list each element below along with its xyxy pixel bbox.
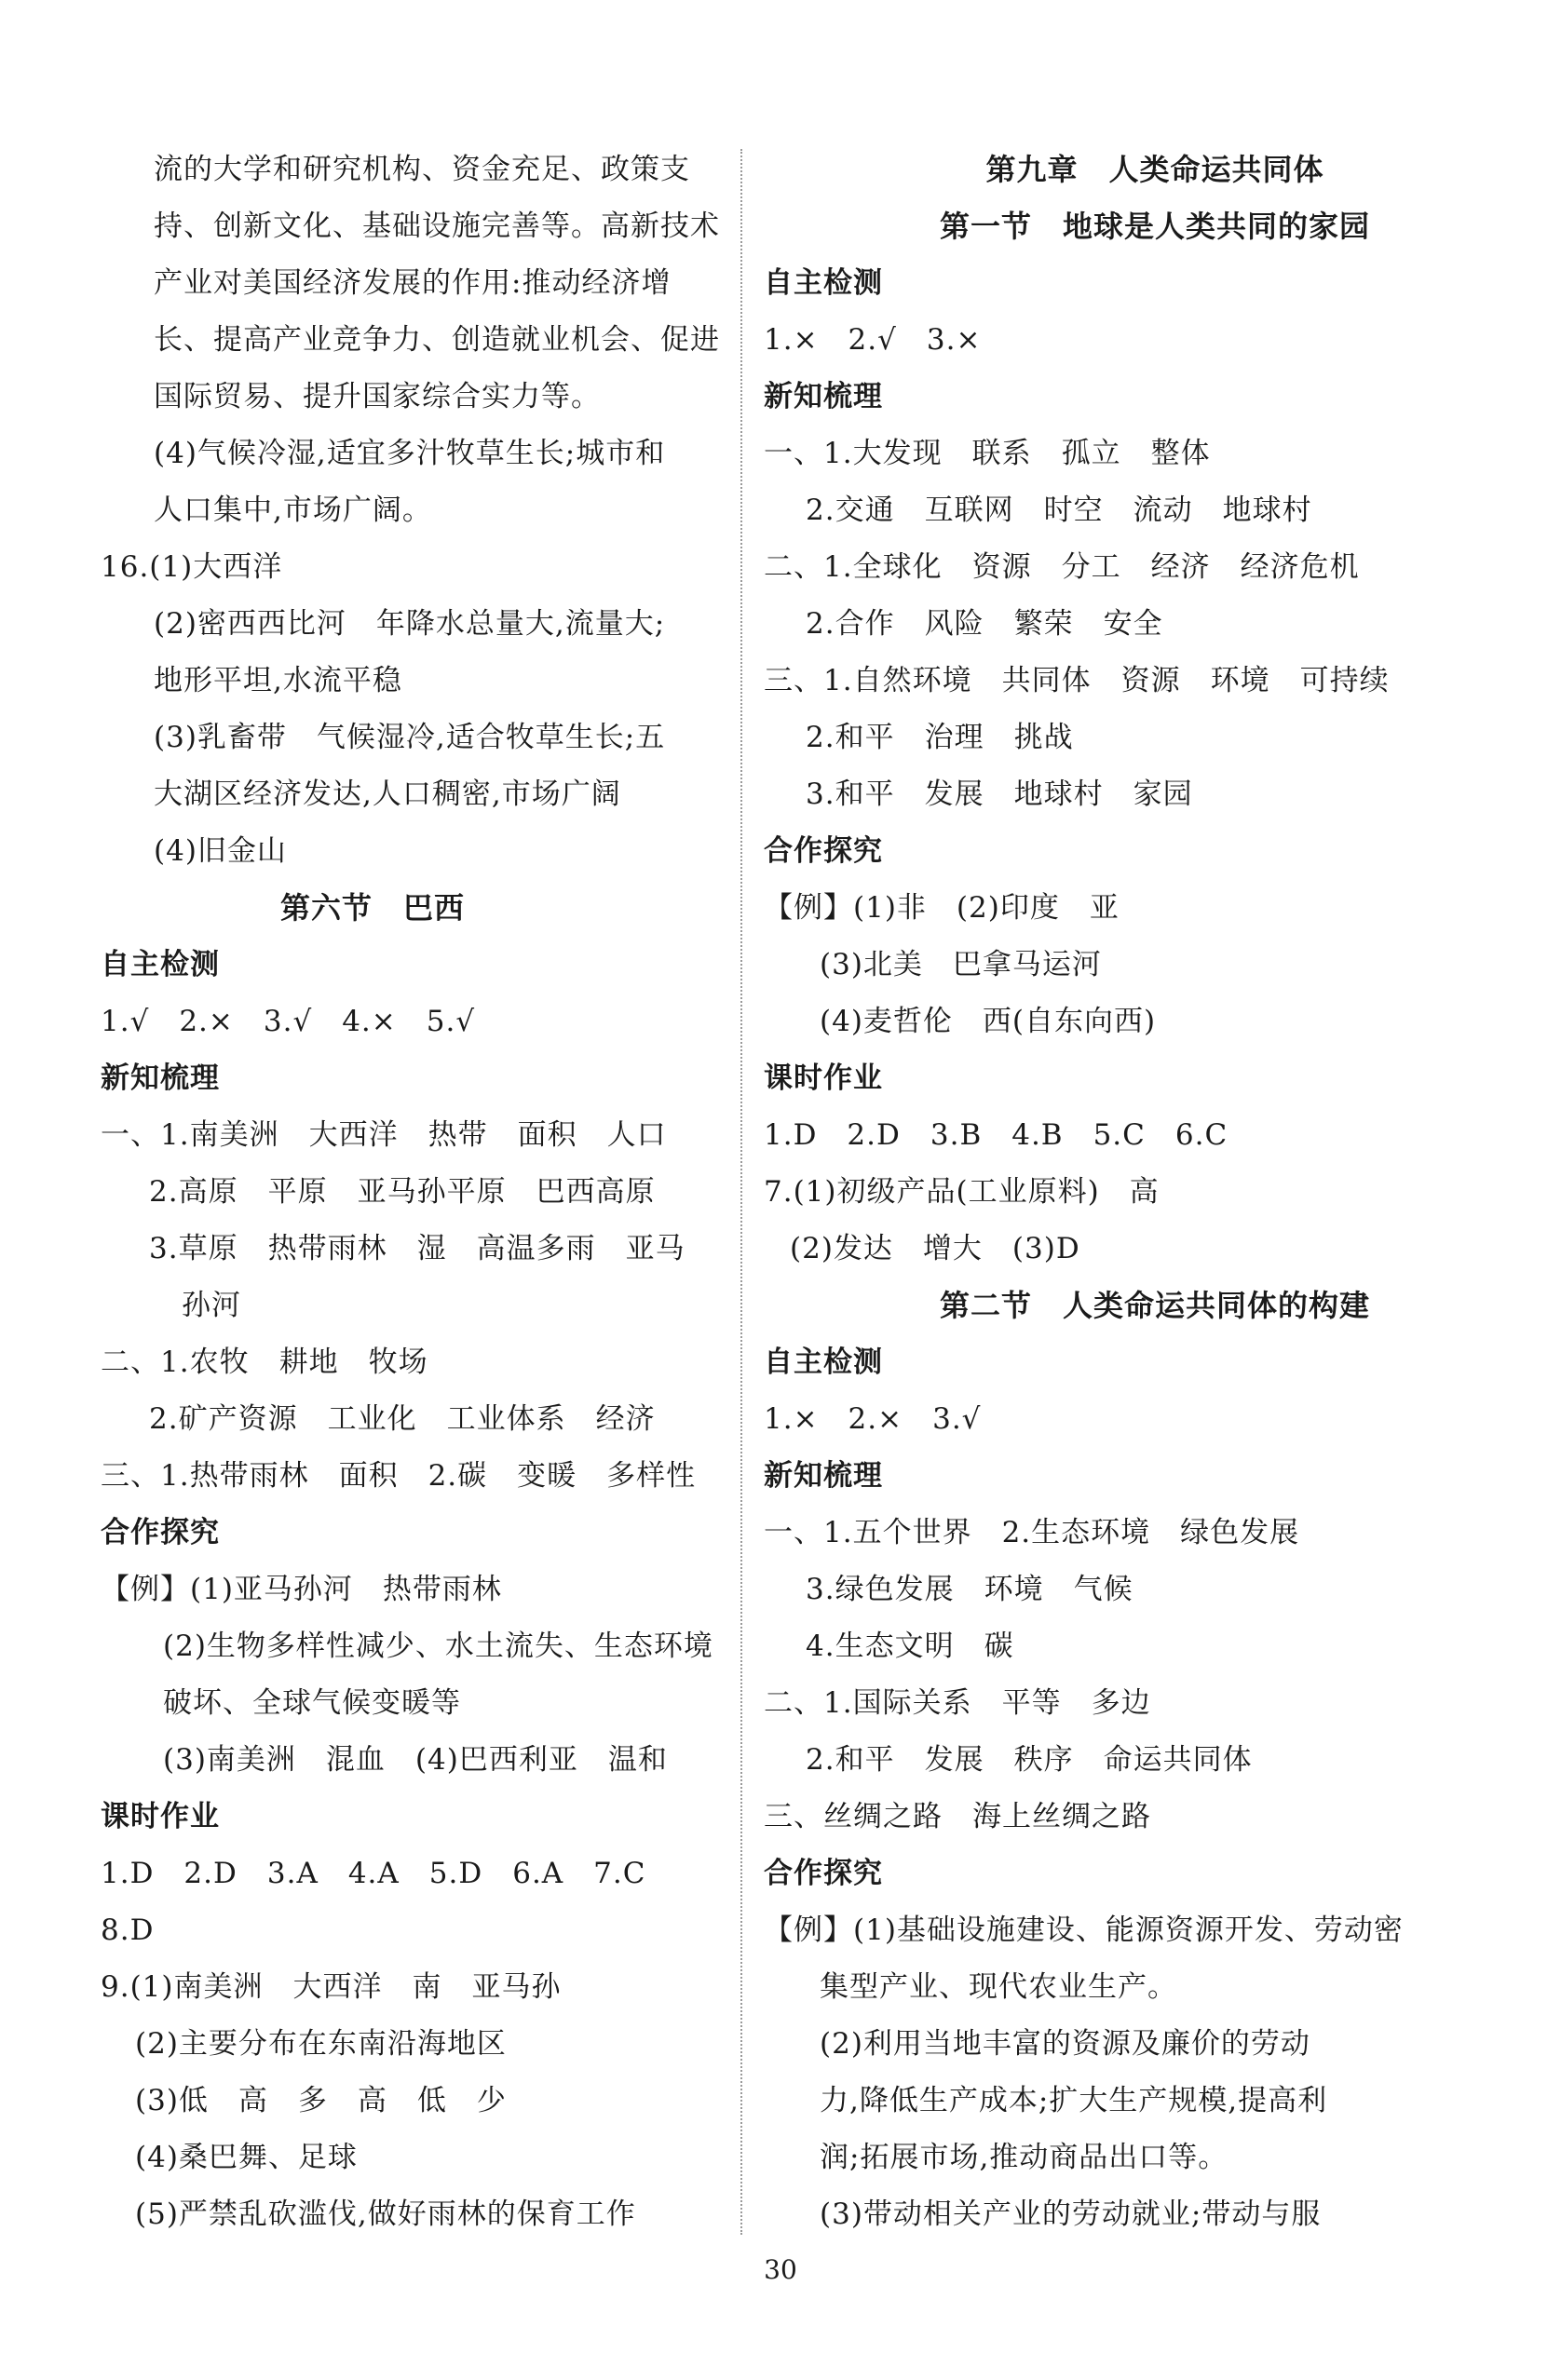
section-title: 第一节 地球是人类共同的家园: [939, 209, 1370, 244]
text-line: 2.和平 治理 挑战: [806, 721, 1074, 754]
text-line: 4.生态文明 碳: [806, 1629, 1014, 1663]
text-line: 一、1.五个世界 2.生态环境 绿色发展: [764, 1516, 1300, 1549]
text-line: 流的大学和研究机构、资金充足、政策支: [154, 153, 690, 186]
text-line: (4)旧金山: [154, 834, 287, 868]
text-line: 1.× 2.× 3.√: [764, 1402, 982, 1436]
text-line: (4)气候冷湿,适宜多汁牧草生长;城市和: [154, 437, 666, 470]
text-line: 2.交通 互联网 时空 流动 地球村: [806, 494, 1312, 527]
text-line: 2.合作 风险 繁荣 安全: [806, 607, 1163, 641]
section-heading: 自主检测: [764, 266, 883, 300]
text-line: (2)主要分布在东南沿海地区: [135, 2027, 507, 2061]
section-heading: 自主检测: [101, 948, 220, 981]
text-line: 2.和平 发展 秩序 命运共同体: [806, 1743, 1253, 1777]
section-heading: 新知梳理: [101, 1062, 220, 1095]
text-line: 二、1.农牧 耕地 牧场: [101, 1346, 428, 1379]
text-line: 9.(1)南美洲 大西洋 南 亚马孙: [101, 1970, 562, 2004]
text-line: 1.× 2.√ 3.×: [764, 323, 982, 357]
text-line: (2)生物多样性减少、水土流失、生态环境: [163, 1629, 713, 1663]
text-line: 孙河: [182, 1289, 241, 1322]
text-line: 2.矿产资源 工业化 工业体系 经济: [149, 1402, 656, 1436]
text-line: 3.草原 热带雨林 湿 高温多雨 亚马: [149, 1232, 685, 1265]
chapter-title: 第九章 人类命运共同体: [985, 152, 1324, 187]
text-line: (5)严禁乱砍滥伐,做好雨林的保育工作: [135, 2197, 636, 2231]
text-line: 16.(1)大西洋: [101, 550, 283, 584]
text-line: 8.D: [101, 1913, 155, 1947]
text-line: 3.和平 发展 地球村 家园: [806, 778, 1193, 811]
text-line: (3)北美 巴拿马运河: [820, 948, 1102, 981]
section-heading: 课时作业: [101, 1800, 220, 1833]
text-line: 产业对美国经济发展的作用:推动经济增: [154, 266, 672, 300]
text-line: 二、1.全球化 资源 分工 经济 经济危机: [764, 550, 1360, 584]
text-line: (4)麦哲伦 西(自东向西): [820, 1005, 1157, 1038]
text-line: (3)乳畜带 气候湿冷,适合牧草生长;五: [154, 721, 666, 754]
column-divider: [740, 149, 742, 2235]
text-line: (2)密西西比河 年降水总量大,流量大;: [154, 607, 666, 641]
text-line: 【例】(1)基础设施建设、能源资源开发、劳动密: [764, 1913, 1404, 1947]
section-title: 第六节 巴西: [279, 890, 465, 926]
text-line: 人口集中,市场广阔。: [154, 494, 432, 527]
text-line: (3)南美洲 混血 (4)巴西利亚 温和: [163, 1743, 668, 1777]
text-line: 一、1.南美洲 大西洋 热带 面积 人口: [101, 1118, 667, 1152]
page-number: 30: [764, 2254, 797, 2285]
text-line: 破坏、全球气候变暖等: [163, 1686, 461, 1720]
text-line: 1.D 2.D 3.A 4.A 5.D 6.A 7.C: [101, 1857, 646, 1890]
text-line: 三、丝绸之路 海上丝绸之路: [764, 1800, 1151, 1833]
text-line: 国际贸易、提升国家综合实力等。: [154, 380, 601, 413]
section-heading: 新知梳理: [764, 1459, 883, 1493]
text-line: 力,降低生产成本;扩大生产规模,提高利: [820, 2084, 1328, 2117]
text-line: (2)发达 增大 (3)D: [790, 1232, 1080, 1265]
text-line: (3)低 高 多 高 低 少: [135, 2084, 507, 2117]
text-line: 【例】(1)非 (2)印度 亚: [764, 891, 1120, 925]
section-heading: 合作探究: [764, 1857, 883, 1890]
section-heading: 自主检测: [764, 1346, 883, 1379]
text-line: 三、1.自然环境 共同体 资源 环境 可持续: [764, 664, 1390, 697]
text-line: 二、1.国际关系 平等 多边: [764, 1686, 1151, 1720]
text-line: 三、1.热带雨林 面积 2.碳 变暖 多样性: [101, 1459, 697, 1493]
text-line: 地形平坦,水流平稳: [154, 664, 402, 697]
text-line: 一、1.大发现 联系 孤立 整体: [764, 437, 1211, 470]
section-heading: 合作探究: [764, 834, 883, 868]
text-line: (2)利用当地丰富的资源及廉价的劳动: [820, 2027, 1310, 2061]
text-line: 7.(1)初级产品(工业原料) 高: [764, 1175, 1160, 1209]
text-line: 2.高原 平原 亚马孙平原 巴西高原: [149, 1175, 656, 1209]
section-title: 第二节 人类命运共同体的构建: [939, 1288, 1370, 1323]
text-line: 3.绿色发展 环境 气候: [806, 1573, 1133, 1606]
section-heading: 课时作业: [764, 1062, 883, 1095]
text-line: 长、提高产业竞争力、创造就业机会、促进: [154, 323, 720, 357]
text-line: 持、创新文化、基础设施完善等。高新技术: [154, 210, 720, 243]
section-heading: 合作探究: [101, 1516, 220, 1549]
section-heading: 新知梳理: [764, 380, 883, 413]
text-line: (4)桑巴舞、足球: [135, 2141, 358, 2174]
text-line: (3)带动相关产业的劳动就业;带动与服: [820, 2197, 1322, 2231]
text-line: 集型产业、现代农业生产。: [820, 1970, 1177, 2004]
text-line: 大湖区经济发达,人口稠密,市场广阔: [154, 778, 621, 811]
text-line: 【例】(1)亚马孙河 热带雨林: [101, 1573, 502, 1606]
text-line: 1.√ 2.× 3.√ 4.× 5.√: [101, 1005, 476, 1038]
text-line: 1.D 2.D 3.B 4.B 5.C 6.C: [764, 1118, 1228, 1152]
text-line: 润;拓展市场,推动商品出口等。: [820, 2141, 1228, 2174]
